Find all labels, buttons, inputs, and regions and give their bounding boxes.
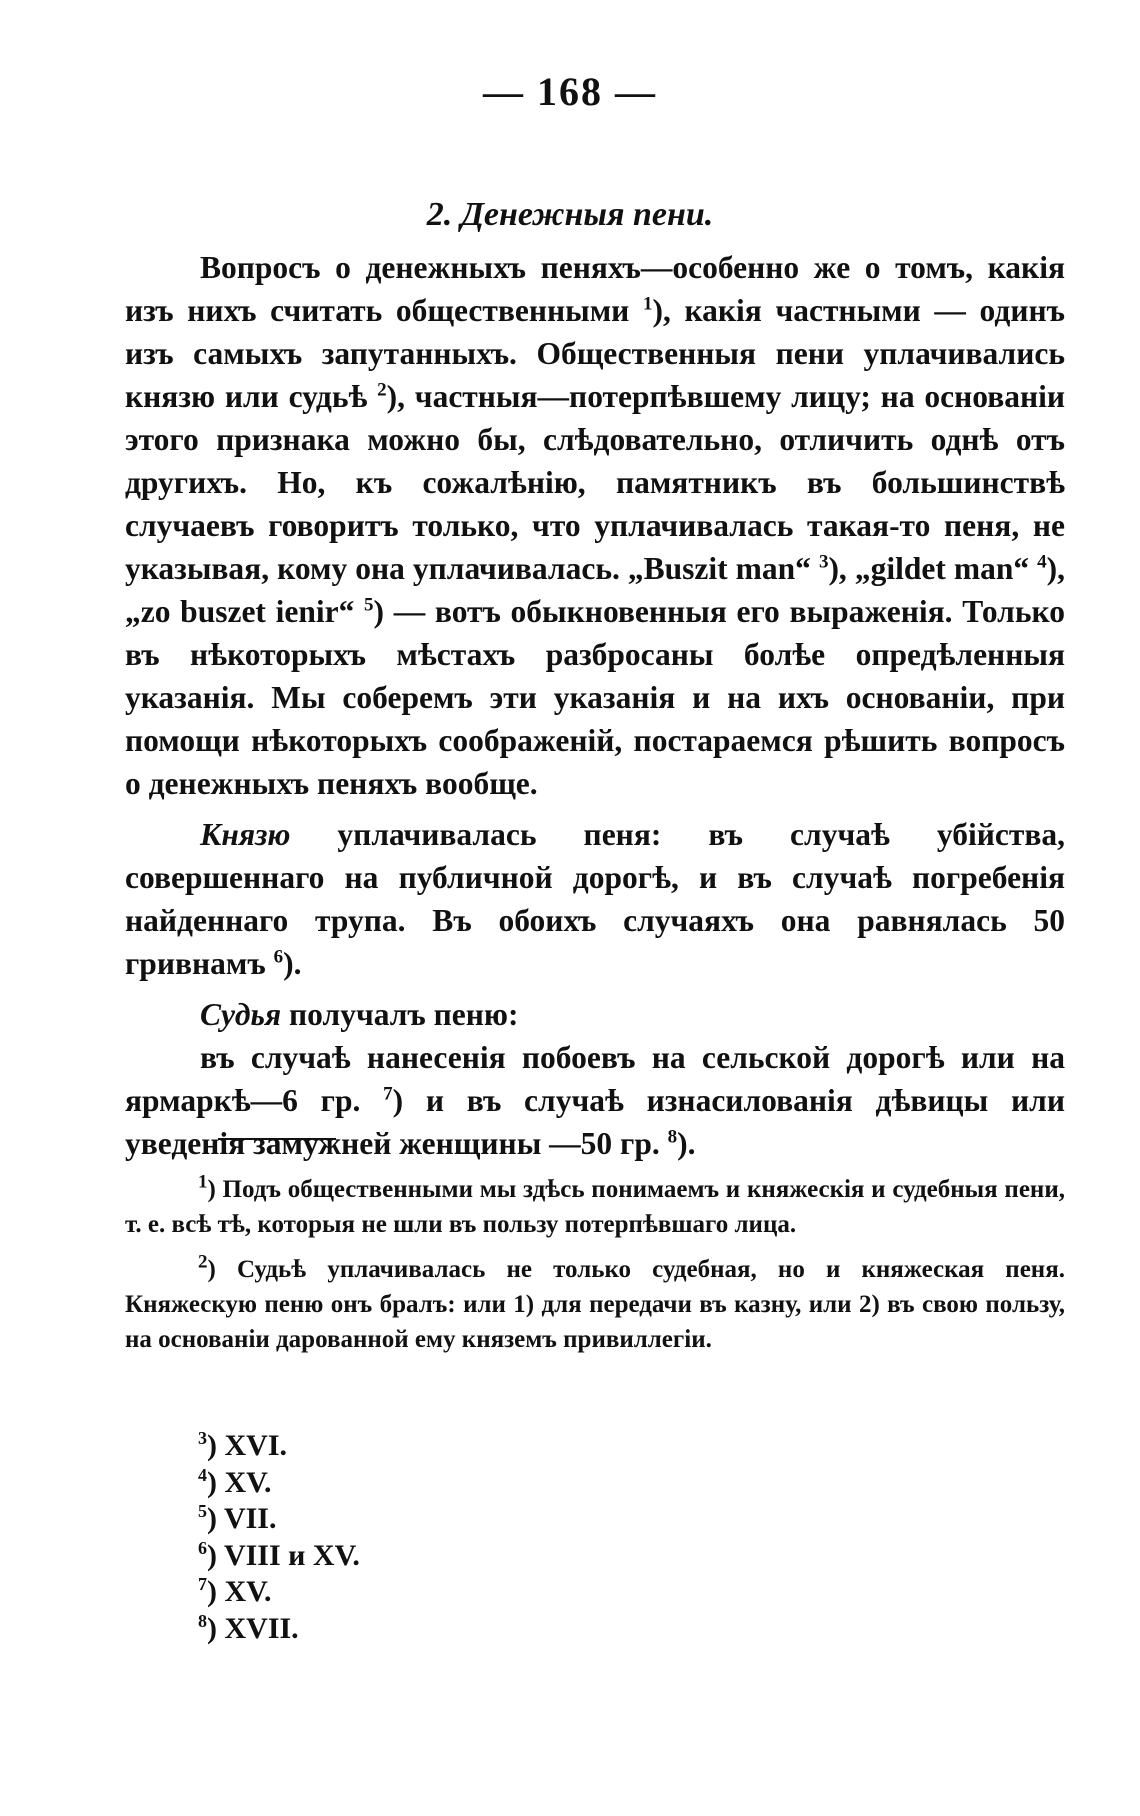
paragraph-1-text: ), какія частными — одинъ изъ самыхъ запутанныхъ. Общественныя пени уплачивались князю или судьѣ: [125, 293, 1065, 414]
footnote-divider: [218, 1138, 336, 1140]
paragraph-1-text: ), „zo buszet ienir“: [125, 551, 1065, 629]
reference-number: 3: [198, 1428, 207, 1448]
footnote-2: [125, 1252, 1065, 1357]
paragraph-1-text: ), „gildet man“: [828, 551, 1038, 586]
footnotes: [125, 1172, 1065, 1357]
footnote-text: ) Судьѣ уплачивалась не только судебная, но и княжеская пеня. Княжескую пеню онъ бралъ: или 1) для передачи въ казну, или 2) въ свою пользу, на основаніи дарованной ему княземъ привиллегіи.: [125, 1256, 1065, 1353]
reference-text: ) XV.: [207, 1575, 272, 1608]
paragraph-4-text: ).: [677, 1126, 696, 1161]
paragraph-3-text: получалъ пеню:: [281, 997, 519, 1032]
reference-item: [198, 1465, 360, 1502]
footnote-number: 2: [198, 1251, 208, 1273]
reference-list: [198, 1428, 360, 1647]
footnote-ref[interactable]: 5: [364, 594, 374, 616]
footnote-ref[interactable]: 4: [1037, 551, 1047, 573]
paragraph-1: [125, 246, 1065, 805]
paragraph-3: [125, 993, 1065, 1036]
reference-number: 7: [198, 1574, 207, 1594]
footnote-ref[interactable]: 2: [377, 379, 387, 401]
reference-number: 5: [198, 1501, 207, 1521]
reference-text: ) XVI.: [207, 1429, 287, 1462]
page-number: — 168 —: [483, 69, 657, 114]
footnote-ref[interactable]: 6: [273, 946, 284, 968]
paragraph-2: [125, 813, 1065, 985]
reference-item: [198, 1574, 360, 1611]
reference-number: 8: [198, 1610, 207, 1631]
footnote-text: ) Подъ общественными мы здѣсь понимаемъ и княжескія и судебныя пени, т. е. всѣ тѣ, которыя не шли въ пользу потерпѣвшаго лица.: [125, 1176, 1065, 1238]
reference-text: ) XV.: [207, 1465, 272, 1499]
body-text: [125, 246, 1065, 1165]
footnote-ref[interactable]: 7: [383, 1083, 393, 1105]
reference-text: ) VIII и XV.: [207, 1538, 360, 1572]
reference-number: 6: [198, 1537, 207, 1558]
footnote-ref[interactable]: 3: [818, 551, 829, 573]
paragraph-4-text: въ случаѣ нанесенія побоевъ на сельской дорогѣ или на ярмаркѣ—6 гр.: [125, 1040, 1065, 1118]
reference-number: 4: [198, 1464, 207, 1485]
paragraph-2-lead: Князю: [200, 817, 291, 852]
reference-item: [198, 1501, 360, 1538]
paragraph-3-lead: Судья: [200, 997, 282, 1032]
reference-text: ) XVII.: [207, 1611, 299, 1645]
paragraph-1-text: Вопросъ о денежныхъ пеняхъ—особенно же о томъ, какія изъ нихъ считать общественными: [125, 250, 1065, 328]
footnote-1: [125, 1172, 1065, 1242]
paragraph-2-text: уплачивалась пеня: въ случаѣ убійства, совершеннаго на публичной дорогѣ, и въ случаѣ погребенія найденнаго трупа. Въ обоихъ случаяхъ она равнялась 50 гривнамъ: [125, 817, 1065, 981]
footnote-ref[interactable]: 1: [642, 293, 653, 315]
paragraph-1-text: ) — вотъ обыкновенныя его выраженія. Только въ нѣкоторыхъ мѣстахъ разбросаны болѣе опредѣленныя указанія. Мы соберемъ эти указанія и на ихъ основаніи, при помощи нѣкоторыхъ соображеній, постараемся рѣшить вопросъ о денежныхъ пеняхъ вообще.: [125, 594, 1065, 801]
reference-item: [198, 1538, 360, 1575]
reference-item: [198, 1611, 360, 1648]
reference-item: [198, 1428, 360, 1465]
section-title: 2. Денежныя пени.: [426, 196, 714, 233]
paragraph-4-text: ) и въ случаѣ изнасилованія дѣвицы или уведенія замужней женщины —50 гр.: [125, 1083, 1065, 1161]
footnote-ref[interactable]: 8: [667, 1126, 678, 1148]
footnote-number: 1: [198, 1171, 208, 1193]
paragraph-4: [125, 1036, 1065, 1165]
reference-text: ) VII.: [207, 1502, 277, 1535]
paragraph-1-text: ), частныя—потерпѣвшему лицу; на основаніи этого признака можно бы, слѣдовательно, отличить однѣ отъ другихъ. Но, къ сожалѣнію, памятникъ въ большинствѣ случаевъ говоритъ только, что уплачивалась такая-то пеня, не указывая, кому она уплачивалась. „Buszit man“: [125, 379, 1066, 586]
paragraph-2-text: ).: [283, 946, 302, 981]
